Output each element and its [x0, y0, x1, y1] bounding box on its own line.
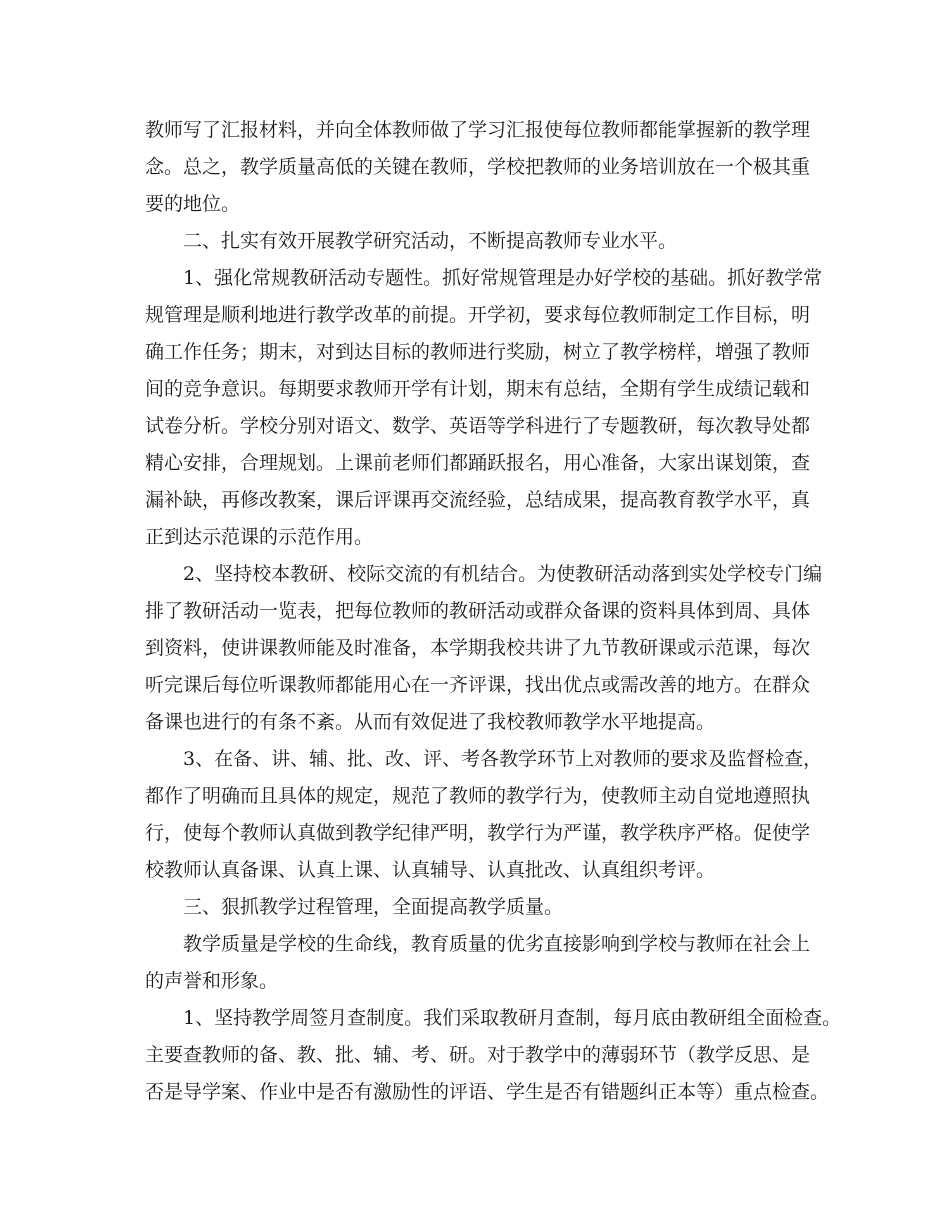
text-line: 念。总之，教学质量高低的关键在教师，学校把教师的业务培训放在一个极其重 [145, 156, 811, 178]
text-line: 要的地位。 [145, 193, 241, 215]
text-line: 教学质量是学校的生命线，教育质量的优劣直接影响到学校与教师在社会上 [183, 933, 811, 955]
text-line: 都作了明确而且具体的规定，规范了教师的教学行为，使教师主动自觉地遵照执 [145, 785, 811, 807]
text-line: 1、强化常规教研活动专题性。抓好常规管理是办好学校的基础。抓好教学常 [183, 267, 823, 289]
text-line: 否是导学案、作业中是否有激励性的评语、学生是否有错题纠正本等）重点检查。 [145, 1081, 830, 1103]
section-heading: 二、扎实有效开展教学研究活动，不断提高教师专业水平。 [183, 230, 678, 252]
text-line: 精心安排，合理规划。上课前老师们都踊跃报名，用心准备，大家出谋划策，查 [145, 452, 811, 474]
text-line: 间的竞争意识。每期要求教师开学有计划，期末有总结，全期有学生成绩记载和 [145, 378, 811, 400]
text-line: 确工作任务；期末，对到达目标的教师进行奖励，树立了教学榜样，增强了教师 [145, 341, 811, 363]
text-line: 备课也进行的有条不紊。从而有效促进了我校教师教学水平地提高。 [145, 711, 716, 733]
text-line: 到资料，使讲课教师能及时准备，本学期我校共讲了九节教研课或示范课，每次 [145, 637, 811, 659]
text-line: 听完课后每位听课教师都能用心在一齐评课，找出优点或需改善的地方。在群众 [145, 674, 811, 696]
text-line: 排了教研活动一览表，把每位教师的教研活动或群众备课的资料具体到周、具体 [145, 600, 811, 622]
text-line: 校教师认真备课、认真上课、认真辅导、认真批改、认真组织考评。 [145, 859, 716, 881]
text-line: 规管理是顺利地进行教学改革的前提。开学初，要求每位教师制定工作目标，明 [145, 304, 811, 326]
text-line: 2、坚持校本教研、校际交流的有机结合。为使教研活动落到实处学校专门编 [183, 563, 823, 585]
section-heading: 三、狠抓教学过程管理，全面提高教学质量。 [183, 896, 564, 918]
text-line: 漏补缺，再修改教案，课后评课再交流经验，总结成果，提高教育教学水平，真 [145, 489, 811, 511]
text-line: 的声誉和形象。 [145, 970, 279, 992]
text-line: 正到达示范课的示范作用。 [145, 526, 374, 548]
text-line: 试卷分析。学校分别对语文、数学、英语等学科进行了专题教研，每次教导处都 [145, 415, 811, 437]
text-line: 3、在备、讲、辅、批、改、评、考各教学环节上对教师的要求及监督检查， [183, 748, 823, 770]
text-line: 教师写了汇报材料，并向全体教师做了学习汇报使每位教师都能掌握新的教学理 [145, 119, 811, 141]
text-line: 行，使每个教师认真做到教学纪律严明，教学行为严谨，教学秩序严格。促使学 [145, 822, 811, 844]
text-line: 主要查教师的备、教、批、辅、考、研。对于教学中的薄弱环节（教学反思、是 [145, 1044, 811, 1066]
text-line: 1、坚持教学周签月查制度。我们采取教研月查制，每月底由教研组全面检查。 [183, 1007, 842, 1029]
